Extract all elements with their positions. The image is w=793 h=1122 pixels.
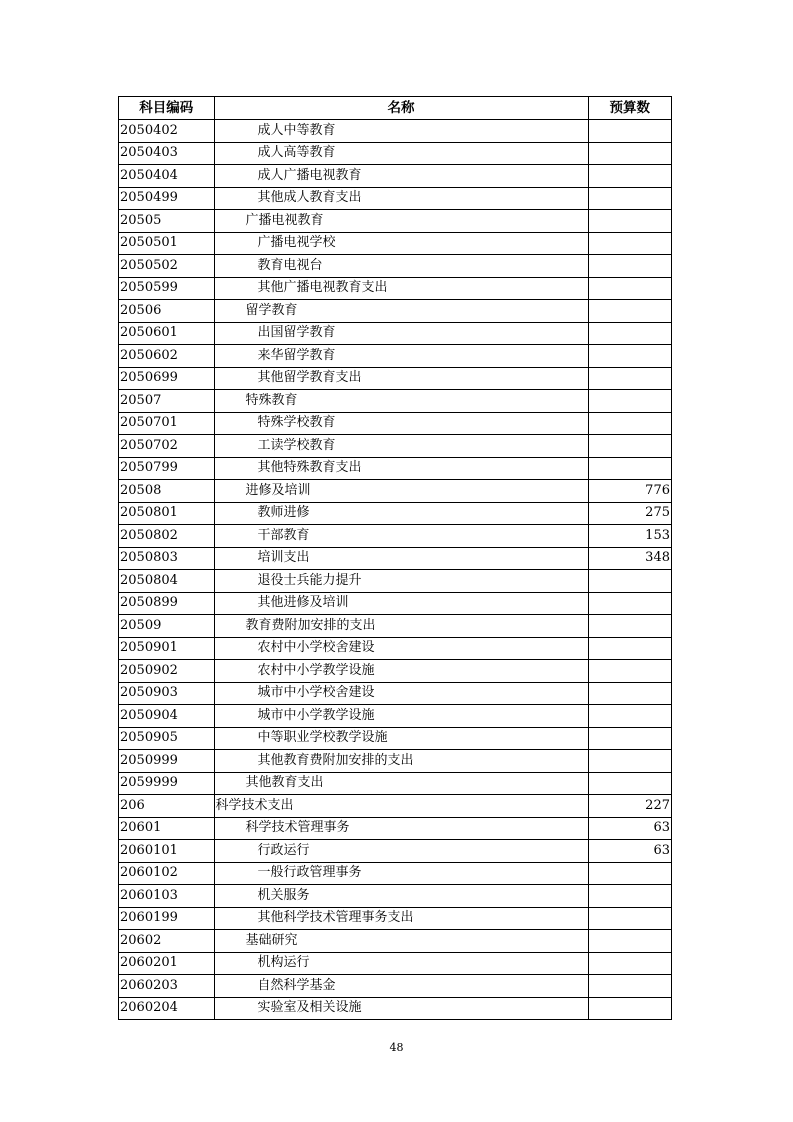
cell-amount xyxy=(588,682,671,705)
table-row xyxy=(119,997,672,1020)
cell-code: 20602 xyxy=(119,930,215,953)
cell-name: 科学技术支出 xyxy=(214,795,588,818)
cell-amount xyxy=(588,750,671,773)
cell-code: 2050403 xyxy=(119,142,215,165)
cell-code: 2050904 xyxy=(119,705,215,728)
cell-amount xyxy=(588,210,671,233)
cell-code: 2050601 xyxy=(119,322,215,345)
table-row xyxy=(119,120,672,143)
cell-amount: 63 xyxy=(588,840,671,863)
cell-code: 20508 xyxy=(119,480,215,503)
cell-name: 实验室及相关设施 xyxy=(214,997,588,1020)
cell-name: 干部教育 xyxy=(214,525,588,548)
cell-amount xyxy=(588,592,671,615)
table-row xyxy=(119,457,672,480)
cell-amount xyxy=(588,142,671,165)
cell-name: 基础研究 xyxy=(214,930,588,953)
cell-amount xyxy=(588,412,671,435)
cell-amount xyxy=(588,390,671,413)
cell-amount xyxy=(588,165,671,188)
cell-name: 其他教育费附加安排的支出 xyxy=(214,750,588,773)
cell-code: 2050799 xyxy=(119,457,215,480)
cell-code: 2050502 xyxy=(119,255,215,278)
cell-code: 2050702 xyxy=(119,435,215,458)
cell-name: 广播电视学校 xyxy=(214,232,588,255)
cell-amount xyxy=(588,705,671,728)
table-row xyxy=(119,750,672,773)
table-row xyxy=(119,187,672,210)
table-row xyxy=(119,907,672,930)
cell-name: 机构运行 xyxy=(214,952,588,975)
table-row xyxy=(119,502,672,525)
cell-name: 退役士兵能力提升 xyxy=(214,570,588,593)
cell-amount: 348 xyxy=(588,547,671,570)
table-row xyxy=(119,705,672,728)
cell-code: 2059999 xyxy=(119,772,215,795)
cell-amount xyxy=(588,120,671,143)
table-row xyxy=(119,952,672,975)
cell-name: 其他科学技术管理事务支出 xyxy=(214,907,588,930)
cell-name: 来华留学教育 xyxy=(214,345,588,368)
cell-amount xyxy=(588,435,671,458)
cell-code: 20601 xyxy=(119,817,215,840)
header-amount: 预算数 xyxy=(588,97,671,120)
cell-amount xyxy=(588,727,671,750)
cell-code: 20506 xyxy=(119,300,215,323)
cell-name: 科学技术管理事务 xyxy=(214,817,588,840)
cell-code: 2050404 xyxy=(119,165,215,188)
table-row xyxy=(119,345,672,368)
cell-amount xyxy=(588,885,671,908)
cell-amount xyxy=(588,615,671,638)
cell-name: 其他成人教育支出 xyxy=(214,187,588,210)
table-row xyxy=(119,817,672,840)
cell-code: 2060102 xyxy=(119,862,215,885)
table-row xyxy=(119,232,672,255)
table-row xyxy=(119,772,672,795)
cell-amount: 776 xyxy=(588,480,671,503)
cell-code: 2060204 xyxy=(119,997,215,1020)
table-row xyxy=(119,412,672,435)
cell-name: 其他广播电视教育支出 xyxy=(214,277,588,300)
table-row xyxy=(119,255,672,278)
cell-amount xyxy=(588,232,671,255)
cell-amount: 63 xyxy=(588,817,671,840)
cell-amount xyxy=(588,570,671,593)
cell-name: 自然科学基金 xyxy=(214,975,588,998)
table-row xyxy=(119,165,672,188)
cell-code: 2050701 xyxy=(119,412,215,435)
cell-amount: 227 xyxy=(588,795,671,818)
table-row xyxy=(119,322,672,345)
cell-name: 城市中小学教学设施 xyxy=(214,705,588,728)
cell-name: 机关服务 xyxy=(214,885,588,908)
cell-amount xyxy=(588,862,671,885)
cell-name: 工读学校教育 xyxy=(214,435,588,458)
cell-name: 进修及培训 xyxy=(214,480,588,503)
table-row xyxy=(119,525,672,548)
cell-name: 城市中小学校舍建设 xyxy=(214,682,588,705)
cell-name: 农村中小学教学设施 xyxy=(214,660,588,683)
cell-name: 其他留学教育支出 xyxy=(214,367,588,390)
table-row xyxy=(119,277,672,300)
table-row xyxy=(119,390,672,413)
cell-code: 2050801 xyxy=(119,502,215,525)
table-row xyxy=(119,885,672,908)
table-row xyxy=(119,930,672,953)
cell-code: 2050999 xyxy=(119,750,215,773)
table-row xyxy=(119,142,672,165)
table-body xyxy=(119,120,672,1020)
cell-code: 2050903 xyxy=(119,682,215,705)
table-row xyxy=(119,795,672,818)
cell-amount xyxy=(588,277,671,300)
cell-amount xyxy=(588,997,671,1020)
table-row xyxy=(119,862,672,885)
header-name: 名称 xyxy=(214,97,588,120)
cell-code: 2060101 xyxy=(119,840,215,863)
cell-code: 2050901 xyxy=(119,637,215,660)
cell-name: 教师进修 xyxy=(214,502,588,525)
table-row xyxy=(119,367,672,390)
cell-code: 2050402 xyxy=(119,120,215,143)
cell-amount xyxy=(588,255,671,278)
cell-code: 2050599 xyxy=(119,277,215,300)
table-row xyxy=(119,615,672,638)
cell-name: 成人中等教育 xyxy=(214,120,588,143)
cell-name: 一般行政管理事务 xyxy=(214,862,588,885)
page-number: 48 xyxy=(389,1041,404,1054)
cell-amount xyxy=(588,367,671,390)
table-row xyxy=(119,660,672,683)
cell-code: 2050501 xyxy=(119,232,215,255)
cell-name: 广播电视教育 xyxy=(214,210,588,233)
cell-code: 2050905 xyxy=(119,727,215,750)
cell-amount xyxy=(588,930,671,953)
cell-code: 2050602 xyxy=(119,345,215,368)
cell-amount xyxy=(588,907,671,930)
cell-code: 20505 xyxy=(119,210,215,233)
cell-code: 206 xyxy=(119,795,215,818)
cell-amount xyxy=(588,457,671,480)
cell-code: 2050902 xyxy=(119,660,215,683)
cell-amount xyxy=(588,660,671,683)
cell-amount xyxy=(588,975,671,998)
cell-name: 其他特殊教育支出 xyxy=(214,457,588,480)
cell-code: 2060203 xyxy=(119,975,215,998)
cell-code: 20509 xyxy=(119,615,215,638)
cell-amount xyxy=(588,637,671,660)
budget-table xyxy=(118,96,672,1020)
cell-amount xyxy=(588,345,671,368)
cell-amount xyxy=(588,300,671,323)
table-row xyxy=(119,480,672,503)
cell-code: 2050803 xyxy=(119,547,215,570)
cell-code: 2060201 xyxy=(119,952,215,975)
cell-code: 2060103 xyxy=(119,885,215,908)
table-row xyxy=(119,547,672,570)
cell-name: 成人广播电视教育 xyxy=(214,165,588,188)
cell-name: 中等职业学校教学设施 xyxy=(214,727,588,750)
cell-amount xyxy=(588,322,671,345)
cell-name: 培训支出 xyxy=(214,547,588,570)
table-header-row xyxy=(119,97,672,120)
cell-amount: 153 xyxy=(588,525,671,548)
cell-code: 2050899 xyxy=(119,592,215,615)
cell-name: 其他进修及培训 xyxy=(214,592,588,615)
cell-name: 教育电视台 xyxy=(214,255,588,278)
cell-amount: 275 xyxy=(588,502,671,525)
table-row xyxy=(119,435,672,458)
cell-name: 留学教育 xyxy=(214,300,588,323)
cell-amount xyxy=(588,952,671,975)
table-row xyxy=(119,570,672,593)
cell-name: 其他教育支出 xyxy=(214,772,588,795)
cell-name: 特殊学校教育 xyxy=(214,412,588,435)
cell-name: 农村中小学校舍建设 xyxy=(214,637,588,660)
cell-name: 出国留学教育 xyxy=(214,322,588,345)
cell-name: 特殊教育 xyxy=(214,390,588,413)
cell-code: 2060199 xyxy=(119,907,215,930)
table-row xyxy=(119,682,672,705)
cell-name: 成人高等教育 xyxy=(214,142,588,165)
cell-name: 行政运行 xyxy=(214,840,588,863)
cell-amount xyxy=(588,772,671,795)
table-row xyxy=(119,210,672,233)
cell-amount xyxy=(588,187,671,210)
table-row xyxy=(119,300,672,323)
cell-code: 2050802 xyxy=(119,525,215,548)
cell-code: 2050699 xyxy=(119,367,215,390)
cell-name: 教育费附加安排的支出 xyxy=(214,615,588,638)
table-row xyxy=(119,727,672,750)
cell-code: 2050804 xyxy=(119,570,215,593)
table-row xyxy=(119,975,672,998)
table-row xyxy=(119,840,672,863)
cell-code: 2050499 xyxy=(119,187,215,210)
header-code: 科目编码 xyxy=(119,97,215,120)
table-row xyxy=(119,592,672,615)
table-row xyxy=(119,637,672,660)
cell-code: 20507 xyxy=(119,390,215,413)
